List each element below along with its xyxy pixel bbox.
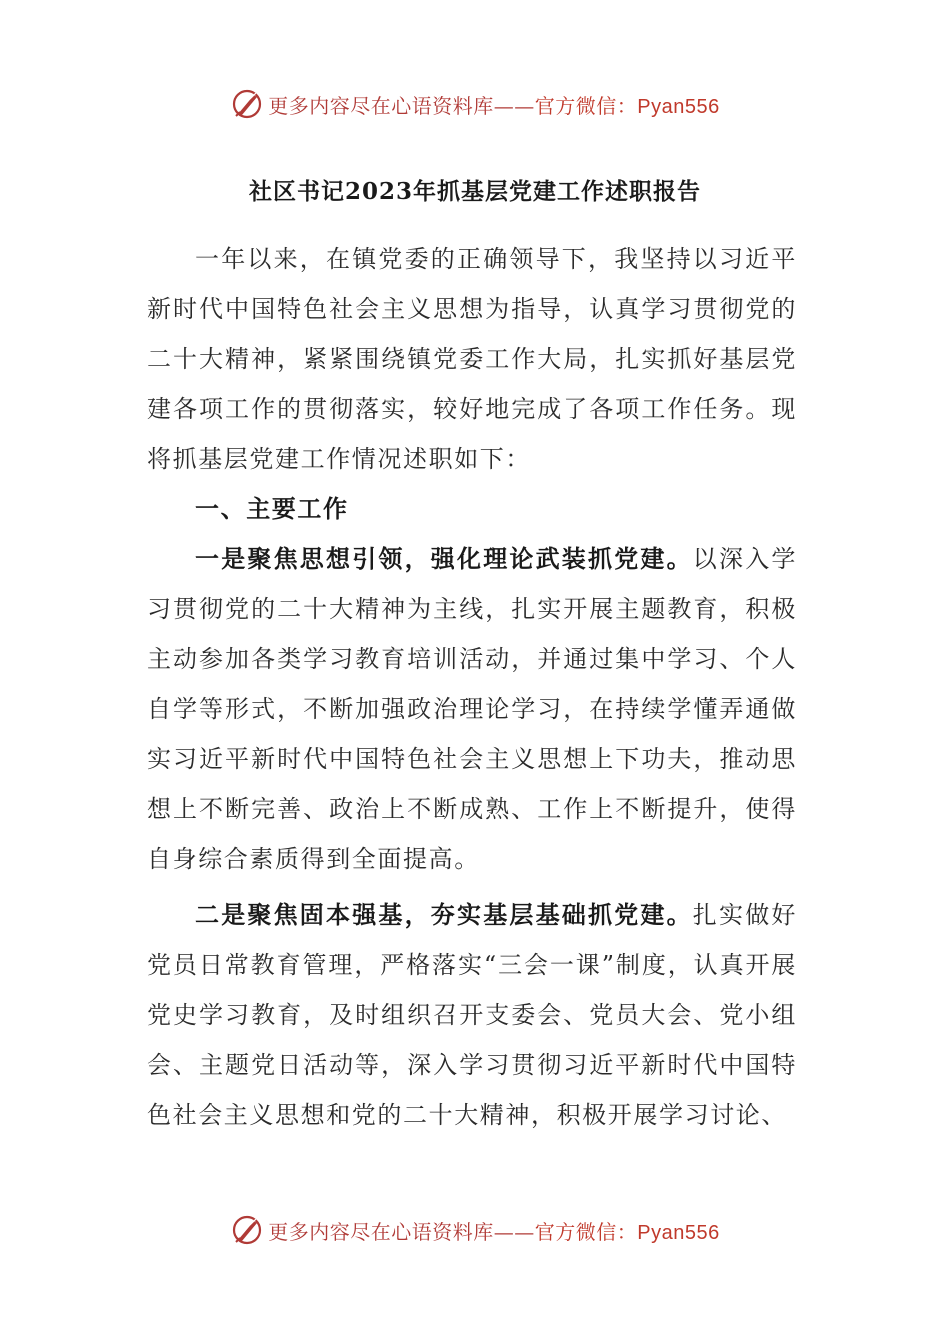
watermark-wechat-label: 官方微信： — [534, 93, 638, 118]
quill-pen-logo-icon — [230, 87, 264, 121]
item-paragraph-2 — [147, 890, 797, 1140]
watermark-text — [268, 1216, 719, 1245]
item-lead-1: 一是聚焦思想引领，强化理论武装抓党建。 — [195, 544, 693, 573]
item-body-1: 以深入学习贯彻党的二十大精神为主线，扎实开展主题教育，积极主动参加各类学习教育培训活动，并通过集中学习、个人自学等形式，不断加强政治理论学习，在持续学懂弄通做实习近平新时代中国特色社会主义思想上下功夫，推动思想上不断完善、政治上不断成熟、工作上不断提升，使得自身综合素质得到全面提高。 — [147, 545, 797, 873]
item-body-2: 扎实做好党员日常教育管理，严格落实“三会一课”制度，认真开展党史学习教育，及时组织召开支委会、党员大会、党小组会、主题党日活动等，深入学习贯彻习近平新时代中国特色社会主义思想和党的二十大精神，积极开展学习讨论、 — [147, 901, 797, 1129]
watermark-brand: 更多内容尽在心语资料库 — [268, 93, 494, 118]
document-body — [147, 234, 797, 1140]
watermark-wechat-label: 官方微信： — [534, 1219, 638, 1244]
watermark-text — [268, 90, 719, 119]
watermark-banner-bottom — [0, 1210, 950, 1250]
quill-pen-logo-icon — [230, 1213, 264, 1247]
watermark-separator: —— — [493, 93, 535, 118]
intro-paragraph: 一年以来，在镇党委的正确领导下，我坚持以习近平新时代中国特色社会主义思想为指导，认真学习贯彻党的二十大精神，紧紧围绕镇党委工作大局，扎实抓好基层党建各项工作的贯彻落实，较好地完成了各项工作任务。现将抓基层党建工作情况述职如下： — [147, 245, 797, 473]
watermark-brand: 更多内容尽在心语资料库 — [268, 1219, 494, 1244]
section-heading: 一、主要工作 — [195, 494, 349, 523]
watermark-banner-top — [0, 84, 950, 124]
item-lead-2: 二是聚焦固本强基，夯实基层基础抓党建。 — [195, 900, 693, 929]
document-title: 社区书记2023年抓基层党建工作述职报告 — [248, 178, 701, 205]
watermark-separator: —— — [493, 1219, 535, 1244]
watermark-wechat-id: Pyan556 — [637, 1221, 720, 1244]
watermark-wechat-id: Pyan556 — [637, 95, 720, 118]
item-paragraph-1 — [147, 534, 797, 884]
